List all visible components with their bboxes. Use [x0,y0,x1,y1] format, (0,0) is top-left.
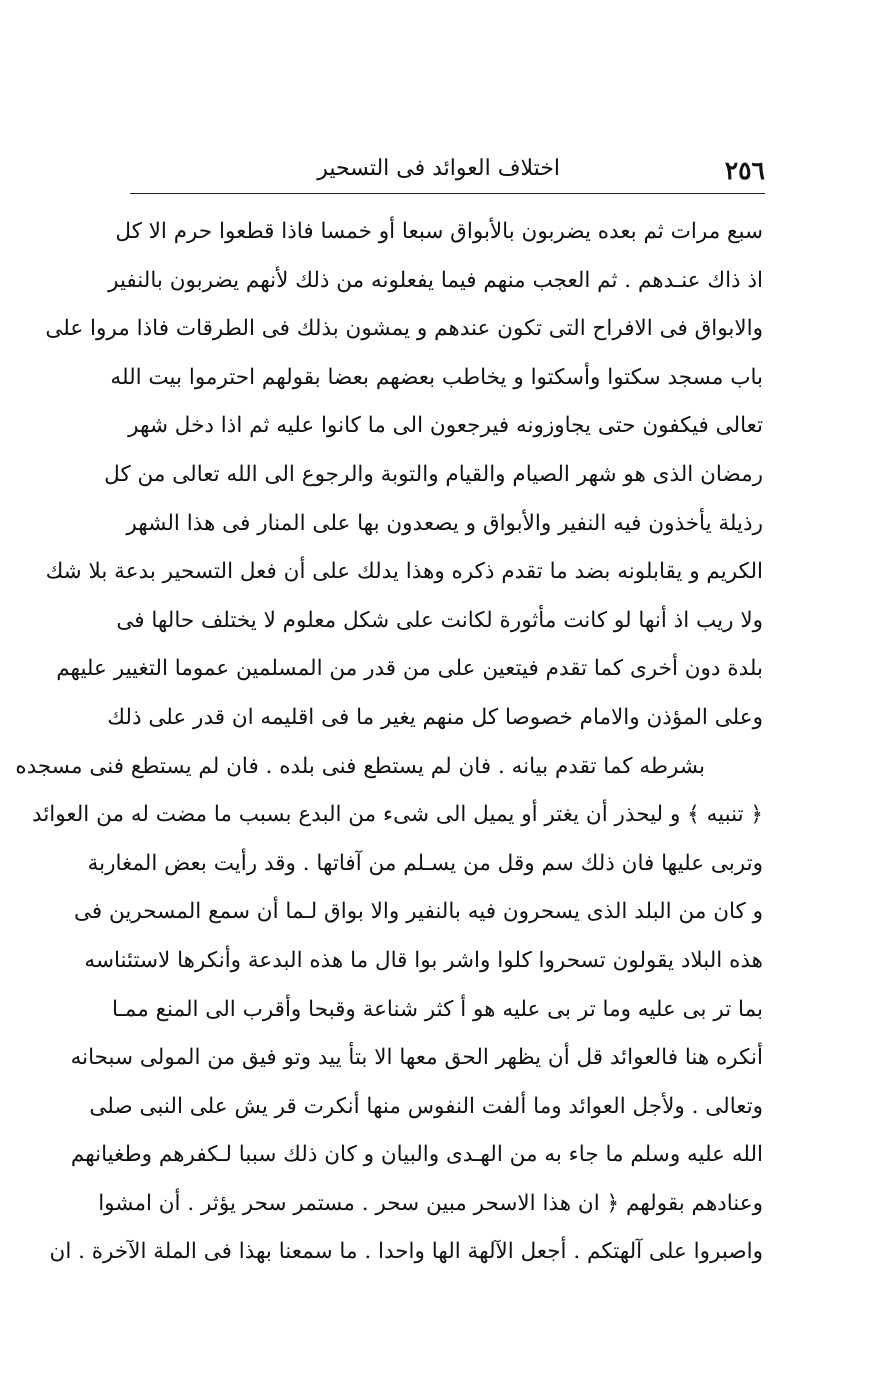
text-line: باب مسجد سكتوا وأسكتوا و يخاطب بعضهم بعضا بقولهم احترموا بيت الله [110,364,763,390]
text-line: اذ ذاك عنـدهم . ثم العجب منهم فيما يفعلونه من ذلك لأنهم يضربون بالنفير [108,267,763,293]
text-line: ولا ريب اذ أنها لو كانت مأثورة لكانت على شكل معلوم لا يختلف حالها فى [116,607,763,633]
text-line [15,743,763,792]
text-line: وعلى المؤذن والامام خصوصا كل منهم يغير ما فى اقليمه ان قدر على ذلك [107,704,763,730]
text-line: رذيلة يأخذون فيه النفير والأبواق و يصعدون بها على المنار فى هذا الشهر [126,510,763,536]
header-rule [130,193,765,194]
page-number: ٢٥٦ [724,156,765,185]
text-line: وعنادهم بقولهم ﴿ ان هذا الاسحر مبين سحر . مستمر سحر يؤثر . أن امشوا [98,1190,763,1216]
text-line: الله عليه وسلم ما جاء به من الهـدى والبيان و كان ذلك سببا لـكفرهم وطغيانهم [70,1142,763,1168]
text-line-content: بشرطه كما تقدم بيانه . فان لم يستطع فنى بلده . فان لم يستطع فنى مسجده [15,753,705,779]
text-line: تعالى فيكفون حتى يجاوزونه فيرجعون الى ما كانوا عليه ثم اذا دخل شهر [128,413,763,439]
running-title: اختلاف العوائد فى التسحير [317,156,560,181]
body-text [15,208,763,1277]
text-line: بلدة دون أخرى كما تقدم فيتعين على من قدر من المسلمين عموما التغيير عليهم [56,656,763,682]
text-line: وتربى عليها فان ذلك سم وقل من يسـلم من آفاتها . وقد رأيت بعض المغاربة [87,850,763,876]
text-line: بما تر بى عليه وما تر بى عليه هو أ كثر شناعة وقبحا وأقرب الى المنع ممـا [111,996,763,1022]
text-line: رمضان الذى هو شهر الصيام والقيام والتوبة والرجوع الى الله تعالى من كل [104,461,763,487]
text-line: ﴿ تنبيه ﴾ و ليحذر أن يغتر أو يميل الى شىء من البدع بسبب ما مضت له من العوائد [32,802,763,828]
text-line: والابواق فى الافراح التى تكون عندهم و يمشون بذلك فى الطرقات فاذا مروا على [45,316,763,342]
text-line: أنكره هنا فالعوائد قل أن يظهر الحق معها الا بتأ ييد وتو فيق من المولى سبحانه [70,1045,763,1071]
text-line: هذه البلاد يقولون تسحروا كلوا واشر بوا قال ما هذه البدعة وأنكرها لاستئناسه [84,947,763,973]
text-line: واصبروا على آلهتكم . أجعل الآلهة الها واحدا . ما سمعنا بهذا فى الملة الآخرة . ان [49,1239,763,1265]
page-header [130,150,765,190]
text-line: الكريم و يقابلونه بضد ما تقدم ذكره وهذا يدلك على أن فعل التسحير بدعة بلا شك [45,559,763,585]
text-line: سبع مرات ثم بعده يضربون بالأبواق سبعا أو خمسا فاذا قطعوا حرم الا كل [115,219,763,244]
text-line: و كان من البلد الذى يسحرون فيه بالنفير والا بواق لـما أن سمع المسحرين فى [73,899,763,925]
text-line: وتعالى . ولأجل العوائد وما ألفت النفوس منها أنكرت قر يش على النبى صلى [89,1093,763,1119]
